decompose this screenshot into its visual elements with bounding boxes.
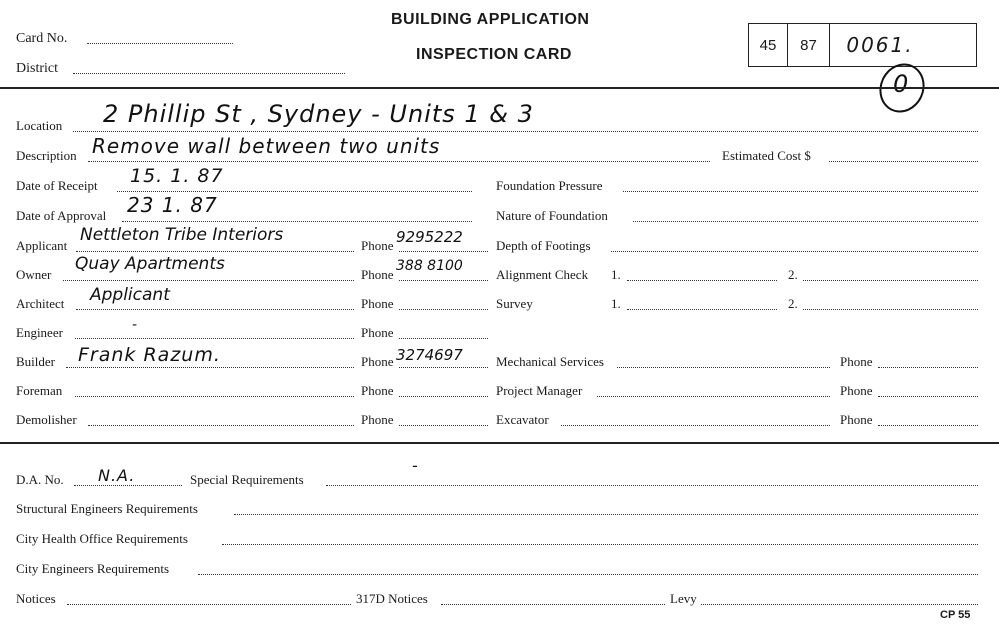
card-number-box xyxy=(748,23,977,67)
owner-line xyxy=(63,280,354,281)
date-of-receipt-label: Date of Receipt xyxy=(16,178,98,193)
applicant-phone-line xyxy=(399,251,488,252)
notices-line xyxy=(67,604,351,605)
engineer-value: - xyxy=(132,317,139,333)
form-subtitle: INSPECTION CARD xyxy=(416,46,572,63)
owner-value: Quay Apartments xyxy=(75,254,225,274)
date-of-approval-value: 23 1. 87 xyxy=(127,193,218,217)
form-code: CP 55 xyxy=(940,609,971,621)
engineer-phone-line xyxy=(399,338,488,339)
owner-phone-line xyxy=(399,280,488,281)
project-manager-line xyxy=(597,396,830,397)
owner-label: Owner xyxy=(16,267,52,282)
project-manager-phone-label: Phone xyxy=(840,383,873,398)
levy-label: Levy xyxy=(670,591,697,606)
special-requirements-label: Special Requirements xyxy=(190,472,304,487)
alignment-check-1-line xyxy=(627,280,777,281)
estimated-cost-line xyxy=(829,161,978,162)
card-number-part-2: 87 xyxy=(788,24,830,66)
builder-phone-value: 3274697 xyxy=(396,346,463,364)
foundation-pressure-label: Foundation Pressure xyxy=(496,178,603,193)
mechanical-services-line xyxy=(617,367,830,368)
description-value: Remove wall between two units xyxy=(92,134,441,158)
date-of-approval-label: Date of Approval xyxy=(16,208,107,223)
special-requirements-line xyxy=(326,485,978,486)
location-label: Location xyxy=(16,118,63,133)
engineer-label: Engineer xyxy=(16,325,63,340)
date-of-receipt-line xyxy=(117,191,472,192)
structural-engineers-line xyxy=(234,514,978,515)
owner-phone-value: 388 8100 xyxy=(396,258,463,274)
city-health-line xyxy=(222,544,978,545)
city-engineers-line xyxy=(198,574,978,575)
survey-1-label: 1. xyxy=(611,296,621,311)
architect-phone-line xyxy=(399,309,488,310)
city-engineers-label: City Engineers Requirements xyxy=(16,561,170,576)
project-manager-label: Project Manager xyxy=(496,383,583,398)
district-label: District xyxy=(16,61,58,76)
estimated-cost-label: Estimated Cost $ xyxy=(722,148,811,163)
foreman-label: Foreman xyxy=(16,383,63,398)
project-manager-phone-line xyxy=(878,396,978,397)
demolisher-label: Demolisher xyxy=(16,412,77,427)
builder-line xyxy=(66,367,354,368)
excavator-label: Excavator xyxy=(496,412,549,427)
description-line xyxy=(88,161,710,162)
survey-2-label: 2. xyxy=(788,296,798,311)
demolisher-phone-label: Phone xyxy=(361,412,394,427)
card-number-part-1: 45 xyxy=(749,24,788,66)
foreman-phone-label: Phone xyxy=(361,383,394,398)
demolisher-phone-line xyxy=(399,425,488,426)
da-no-line xyxy=(74,485,182,486)
excavator-line xyxy=(561,425,830,426)
form-title: BUILDING APPLICATION xyxy=(391,11,590,28)
engineer-line xyxy=(75,338,354,339)
excavator-phone-line xyxy=(878,425,978,426)
architect-value: Applicant xyxy=(90,285,170,305)
header-divider xyxy=(0,87,999,89)
demolisher-line xyxy=(88,425,354,426)
date-of-approval-line xyxy=(122,221,472,222)
date-of-receipt-value: 15. 1. 87 xyxy=(130,165,224,187)
nature-of-foundation-line xyxy=(633,221,978,222)
mechanical-services-phone-label: Phone xyxy=(840,354,873,369)
alignment-check-2-line xyxy=(803,280,978,281)
notices-label: Notices xyxy=(16,591,56,606)
builder-phone-label: Phone xyxy=(361,354,394,369)
architect-label: Architect xyxy=(16,296,65,311)
circled-mark-text: 0 xyxy=(893,70,910,98)
alignment-check-2-label: 2. xyxy=(788,267,798,282)
nature-of-foundation-label: Nature of Foundation xyxy=(496,208,608,223)
applicant-phone-value: 9295222 xyxy=(396,228,463,246)
survey-2-line xyxy=(803,309,978,310)
owner-phone-label: Phone xyxy=(361,267,394,282)
survey-1-line xyxy=(627,309,777,310)
alignment-check-1-label: 1. xyxy=(611,267,621,282)
architect-line xyxy=(76,309,354,310)
applicant-phone-label: Phone xyxy=(361,238,394,253)
survey-label: Survey xyxy=(496,296,533,311)
foreman-phone-line xyxy=(399,396,488,397)
district-line xyxy=(73,73,345,74)
da-no-label: D.A. No. xyxy=(16,472,64,487)
structural-engineers-label: Structural Engineers Requirements xyxy=(16,501,198,516)
location-line xyxy=(73,131,978,132)
foreman-line xyxy=(75,396,354,397)
engineer-phone-label: Phone xyxy=(361,325,394,340)
middle-divider xyxy=(0,442,999,444)
description-label: Description xyxy=(16,148,77,163)
depth-of-footings-label: Depth of Footings xyxy=(496,238,591,253)
city-health-label: City Health Office Requirements xyxy=(16,531,188,546)
card-no-label: Card No. xyxy=(16,31,68,46)
notices-317d-label: 317D Notices xyxy=(356,591,428,606)
mechanical-services-phone-line xyxy=(878,367,978,368)
alignment-check-label: Alignment Check xyxy=(496,267,589,282)
location-value: 2 Phillip St , Sydney - Units 1 & 3 xyxy=(103,100,534,128)
architect-phone-label: Phone xyxy=(361,296,394,311)
builder-phone-line xyxy=(399,367,488,368)
card-number-part-3: 0061. xyxy=(846,33,914,57)
da-no-value: N.A. xyxy=(98,466,136,485)
mechanical-services-label: Mechanical Services xyxy=(496,354,604,369)
builder-value: Frank Razum. xyxy=(78,344,221,366)
builder-label: Builder xyxy=(16,354,55,369)
excavator-phone-label: Phone xyxy=(840,412,873,427)
foundation-pressure-line xyxy=(623,191,978,192)
applicant-label: Applicant xyxy=(16,238,68,253)
special-requirements-value: - xyxy=(412,456,419,475)
card-no-line xyxy=(87,43,233,44)
applicant-value: Nettleton Tribe Interiors xyxy=(80,225,284,245)
applicant-line xyxy=(76,251,354,252)
depth-of-footings-line xyxy=(611,251,978,252)
notices-317d-line xyxy=(441,604,665,605)
levy-line xyxy=(701,604,978,605)
